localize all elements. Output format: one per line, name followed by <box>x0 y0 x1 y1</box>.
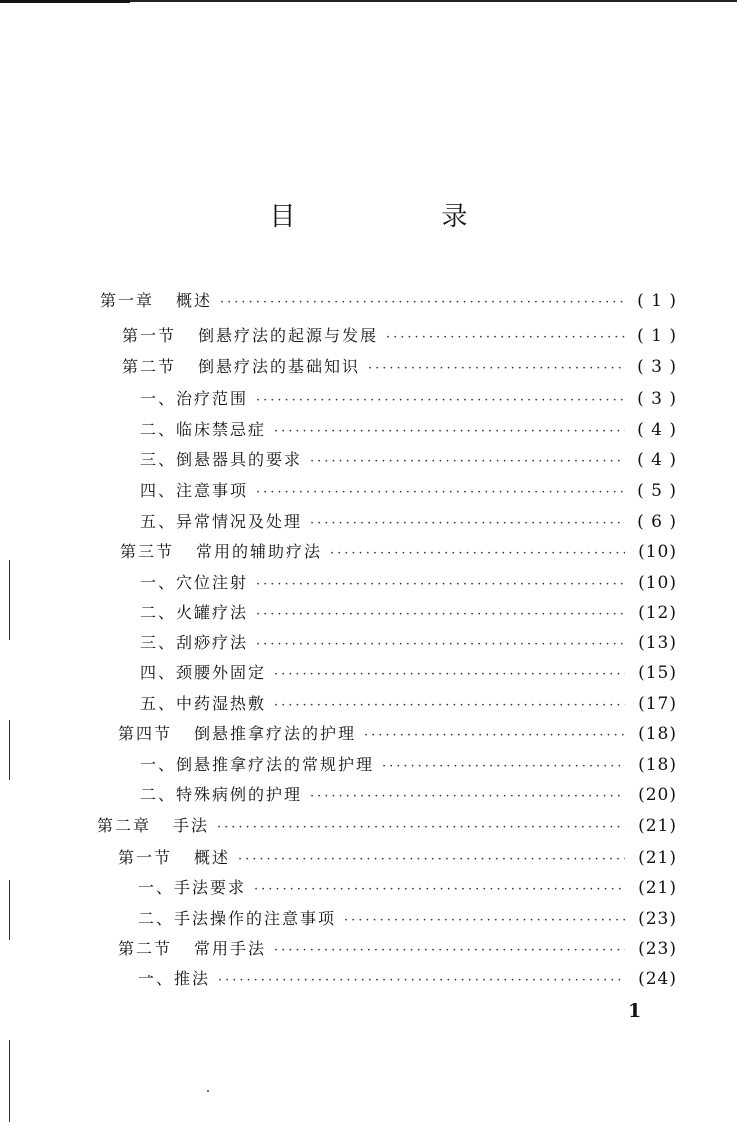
toc-entry-label <box>140 691 274 714</box>
scan-edge-mark <box>9 720 10 780</box>
toc-dot-leader <box>274 698 625 713</box>
toc-entry-title: 倒悬疗法的起源与发展 <box>198 326 379 345</box>
toc-entry-heading: 第一章 <box>100 291 155 310</box>
toc-entry-title: 一、手法要求 <box>138 878 247 897</box>
toc-entry-label <box>118 845 238 868</box>
toc-entry-page: (20) <box>638 785 677 805</box>
toc-entry-page: (18) <box>638 755 677 775</box>
toc-entry-title: 概述 <box>194 848 231 867</box>
toc-entry <box>140 752 677 776</box>
toc-entry-label <box>118 721 364 744</box>
toc-entry-page: (24) <box>638 969 677 989</box>
toc-entry-label <box>140 782 310 805</box>
toc-entry-page: ( 1 ) <box>637 326 677 346</box>
toc-entry <box>118 845 677 869</box>
toc-entry-page: ( 5 ) <box>637 481 677 501</box>
toc-entry-label <box>97 813 217 836</box>
toc-entry-title: 二、手法操作的注意事项 <box>138 909 337 928</box>
toc-entry-page: (12) <box>638 603 677 623</box>
toc-entry <box>140 386 677 410</box>
toc-entry <box>140 570 677 594</box>
toc-dot-leader <box>254 882 625 897</box>
toc-entry <box>140 509 677 533</box>
toc-entry-title: 四、注意事项 <box>140 481 249 500</box>
toc-entry-label <box>100 288 220 311</box>
toc-dot-leader <box>274 943 625 958</box>
toc-entry <box>97 813 677 837</box>
toc-dot-leader <box>274 424 625 439</box>
toc-entry-label <box>120 539 330 562</box>
toc-entry <box>122 354 677 378</box>
toc-entry-page: (18) <box>638 724 677 744</box>
toc-dot-leader <box>382 759 625 774</box>
toc-entry-page: (23) <box>638 909 677 929</box>
toc-dot-leader <box>310 789 625 804</box>
toc-entry-label <box>122 323 386 346</box>
toc-dot-leader <box>256 577 625 592</box>
toc-entry-heading: 第一节 <box>122 326 177 345</box>
toc-entry-label <box>138 875 254 898</box>
toc-entry <box>100 288 677 312</box>
scan-edge-mark <box>9 560 10 640</box>
toc-dot-leader <box>256 393 625 408</box>
toc-entry-label <box>140 570 256 593</box>
toc-entry <box>140 417 677 441</box>
toc-entry-title: 倒悬疗法的基础知识 <box>198 357 361 376</box>
toc-entry-label <box>118 936 274 959</box>
toc-entry-title: 概述 <box>176 291 213 310</box>
toc-dot-leader <box>256 485 625 500</box>
toc-entry-label <box>122 354 368 377</box>
toc-entry <box>140 660 677 684</box>
toc-entry-title: 五、中药湿热敷 <box>140 694 267 713</box>
toc-entry-heading: 第三节 <box>120 542 175 561</box>
toc-entry-title: 一、治疗范围 <box>140 389 249 408</box>
toc-entry-heading: 第二节 <box>118 939 173 958</box>
toc-entry-title: 手法 <box>173 816 210 835</box>
toc-entry <box>140 478 677 502</box>
toc-entry <box>140 691 677 715</box>
toc-entry-title: 五、异常情况及处理 <box>140 512 303 531</box>
toc-entry-heading: 第一节 <box>118 848 173 867</box>
toc-dot-leader <box>238 852 625 867</box>
toc-entry <box>120 539 677 563</box>
toc-entry-label <box>140 600 256 623</box>
toc-entry-label <box>140 752 382 775</box>
toc-entry-label <box>140 509 310 532</box>
toc-entry-page: ( 1 ) <box>637 291 677 311</box>
toc-entry-heading: 第四节 <box>118 724 173 743</box>
toc-dot-leader <box>220 295 625 310</box>
toc-entry <box>138 875 677 899</box>
toc-entry <box>140 782 677 806</box>
toc-entry-page: ( 4 ) <box>637 420 677 440</box>
toc-dot-leader <box>344 913 625 928</box>
toc-entry <box>118 936 677 960</box>
toc-entry <box>138 966 677 990</box>
toc-entry-page: ( 4 ) <box>637 450 677 470</box>
toc-entry <box>140 630 677 654</box>
page-number: 1 <box>628 1000 642 1022</box>
scan-edge-mark <box>9 1040 10 1122</box>
toc-entry-heading: 第二节 <box>122 357 177 376</box>
toc-entry-page: (10) <box>638 573 677 593</box>
toc-entry-heading: 第二章 <box>97 816 152 835</box>
toc-entry <box>122 323 677 347</box>
toc-entry-title: 二、临床禁忌症 <box>140 420 267 439</box>
toc-dot-leader <box>218 973 625 988</box>
toc-entry-title: 常用的辅助疗法 <box>196 542 323 561</box>
toc-dot-leader <box>256 637 625 652</box>
toc-entry-label <box>138 966 218 989</box>
toc-entry-title: 一、倒悬推拿疗法的常规护理 <box>140 755 375 774</box>
toc-dot-leader <box>256 607 625 622</box>
toc-entry-page: (21) <box>638 878 677 898</box>
toc-dot-leader <box>310 454 625 469</box>
toc-entry-title: 三、刮痧疗法 <box>140 633 249 652</box>
toc-dot-leader <box>274 667 625 682</box>
toc-entry <box>118 721 677 745</box>
toc-entry <box>138 906 677 930</box>
toc-entry-title: 一、推法 <box>138 969 211 988</box>
toc-entry-page: (10) <box>638 542 677 562</box>
scan-speck <box>207 1090 209 1092</box>
toc-entry-title: 倒悬推拿疗法的护理 <box>194 724 357 743</box>
toc-entry-title: 一、穴位注射 <box>140 573 249 592</box>
toc-entry-label <box>140 447 310 470</box>
toc-entry-title: 常用手法 <box>194 939 267 958</box>
toc-entry-label <box>140 417 274 440</box>
toc-entry <box>140 600 677 624</box>
toc-entry-page: (15) <box>638 663 677 683</box>
toc-dot-leader <box>310 516 625 531</box>
toc-entry-label <box>140 478 256 501</box>
toc-dot-leader <box>364 728 625 743</box>
toc-entry-label <box>140 660 274 683</box>
toc-entry-page: ( 3 ) <box>637 389 677 409</box>
toc-entry-page: (17) <box>638 694 677 714</box>
toc-entry-title: 二、特殊病例的护理 <box>140 785 303 804</box>
toc-entry <box>140 447 677 471</box>
toc-entry-page: ( 6 ) <box>637 512 677 532</box>
toc-entry-label <box>140 630 256 653</box>
toc-entry-label <box>138 906 344 929</box>
toc-entry-title: 二、火罐疗法 <box>140 603 249 622</box>
toc-entry-page: (13) <box>638 633 677 653</box>
toc-entry-page: ( 3 ) <box>637 357 677 377</box>
toc-entry-title: 四、颈腰外固定 <box>140 663 267 682</box>
toc-entry-page: (21) <box>638 848 677 868</box>
toc-dot-leader <box>386 330 625 345</box>
toc-entry-page: (21) <box>638 816 677 836</box>
toc-dot-leader <box>368 361 625 376</box>
toc-entry-label <box>140 386 256 409</box>
scan-edge-mark <box>9 880 10 940</box>
page-title: 目 录 <box>269 202 528 232</box>
toc-entry-title: 三、倒悬器具的要求 <box>140 450 303 469</box>
toc-dot-leader <box>217 820 625 835</box>
scan-border-top-thick <box>0 0 130 3</box>
toc-entry-page: (23) <box>638 939 677 959</box>
toc-dot-leader <box>330 546 625 561</box>
